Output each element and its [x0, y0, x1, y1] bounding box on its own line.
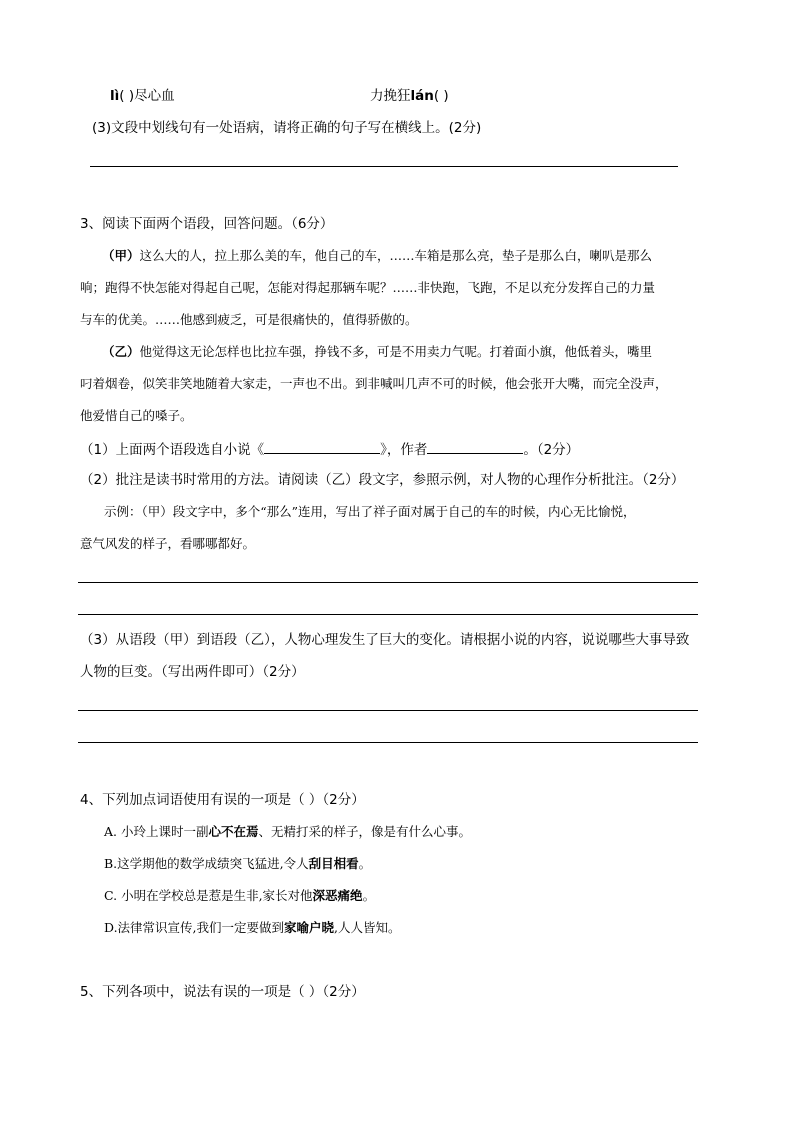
answer-line[interactable] [78, 614, 698, 615]
dotted-term: 刮目相看 [308, 856, 359, 871]
novel-title-blank[interactable] [264, 438, 380, 454]
option-text: D.法律常识宣传,我们一定要做到 [104, 920, 285, 935]
option-text: 。 [358, 856, 372, 871]
q3-sub2: （2）批注是读书时常用的方法。请阅读（乙）段文字，参照示例，对人物的心理作分析批注。（2分） [80, 472, 685, 488]
option-text: B.这学期他的数学成绩突飞猛进,令人 [104, 856, 309, 871]
q3-yi-line-2: 叼着烟卷，似笑非笑地随着大家走，一声也不出。到非喊叫几声不可的时候，他会张开大嘴，而完全没声， [80, 376, 668, 391]
q4-option-b[interactable] [104, 854, 371, 874]
sub1-text-c: 。（2分） [523, 442, 580, 458]
yi-label: （乙） [102, 344, 140, 359]
q3-jia-line-1 [80, 246, 652, 266]
q3-yi-line-1 [80, 342, 652, 362]
sub1-text-b: 》，作者 [380, 442, 428, 458]
answer-line[interactable] [78, 742, 698, 743]
q5-title: 5、下列各项中，说法有误的一项是（ ）（2分） [80, 984, 365, 1000]
q3-jia-line-3: 与车的优美。……他感到疲乏，可是很痛快的，值得骄傲的。 [80, 312, 418, 327]
jia-label: （甲） [102, 248, 140, 263]
pinyin-1-prefix: lì [110, 88, 120, 104]
answer-line[interactable] [78, 582, 698, 583]
q3-title: 3、阅读下面两个语段，回答问题。（6分） [80, 216, 334, 232]
example-line-2: 意气风发的样子，看哪哪都好。 [80, 536, 256, 551]
q4-option-d[interactable] [104, 918, 401, 938]
dotted-term: 家喻户晓 [284, 920, 335, 935]
q4-option-a[interactable] [104, 822, 471, 842]
q4-option-c[interactable] [104, 886, 375, 906]
answer-line[interactable] [90, 166, 678, 167]
pinyin-2-paren[interactable]: ( ) [433, 88, 449, 104]
jia-text-1: 这么大的人，拉上那么美的车，他自己的车，……车箱是那么亮，垫子是那么白，喇叭是那么 [139, 248, 653, 263]
pinyin-item-1 [110, 86, 175, 106]
q3-sub3-line-1: （3）从语段（甲）到语段（乙），人物心理发生了巨大的变化。请根据小说的内容，说说哪些大事导致 [80, 632, 690, 648]
option-text: ,人人皆知。 [334, 920, 401, 935]
yi-text-1: 他觉得这无论怎样也比拉车强，挣钱不多，可是不用卖力气呢。打着面小旗，他低着头，嘴里 [139, 344, 653, 359]
pinyin-2-bold: lán [410, 88, 434, 104]
example-line-1: 示例：（甲）段文字中，多个“那么”连用，写出了祥子面对属于自己的车的时候，内心无比愉悦， [104, 504, 636, 519]
option-text: A. 小玲上课时一副 [104, 824, 209, 839]
q4-title: 4、下列加点词语使用有误的一项是（ ）（2分） [80, 792, 365, 808]
option-text: C. 小明在学校总是惹是生非,家长对他 [104, 888, 313, 903]
pinyin-1-paren[interactable]: ( ) [119, 88, 135, 104]
q2-sub3-prompt: (3)文段中划线句有一处语病，请将正确的句子写在横线上。(2分) [92, 120, 482, 136]
pinyin-2-prefix: 力挽狂 [370, 88, 411, 104]
q3-yi-line-3: 他爱惜自己的嗓子。 [80, 408, 193, 423]
option-text: 。 [362, 888, 376, 903]
pinyin-1-suffix: 尽心血 [134, 88, 175, 104]
q3-sub1 [80, 438, 579, 460]
q3-sub3-line-2: 人物的巨变。（写出两件即可）（2分） [80, 664, 305, 680]
sub1-text-a: （1）上面两个语段选自小说《 [80, 442, 265, 458]
q3-jia-line-2: 响；跑得不快怎能对得起自己呢，怎能对得起那辆车呢？……非快跑，飞跑，不足以充分发挥自己的力量 [80, 280, 656, 295]
dotted-term: 深恶痛绝 [312, 888, 363, 903]
answer-line[interactable] [78, 710, 698, 711]
pinyin-item-2 [370, 86, 449, 106]
author-blank[interactable] [427, 438, 523, 454]
dotted-term: 心不在焉 [208, 824, 259, 839]
option-text: 、无精打采的样子，像是有什么心事。 [258, 824, 472, 839]
